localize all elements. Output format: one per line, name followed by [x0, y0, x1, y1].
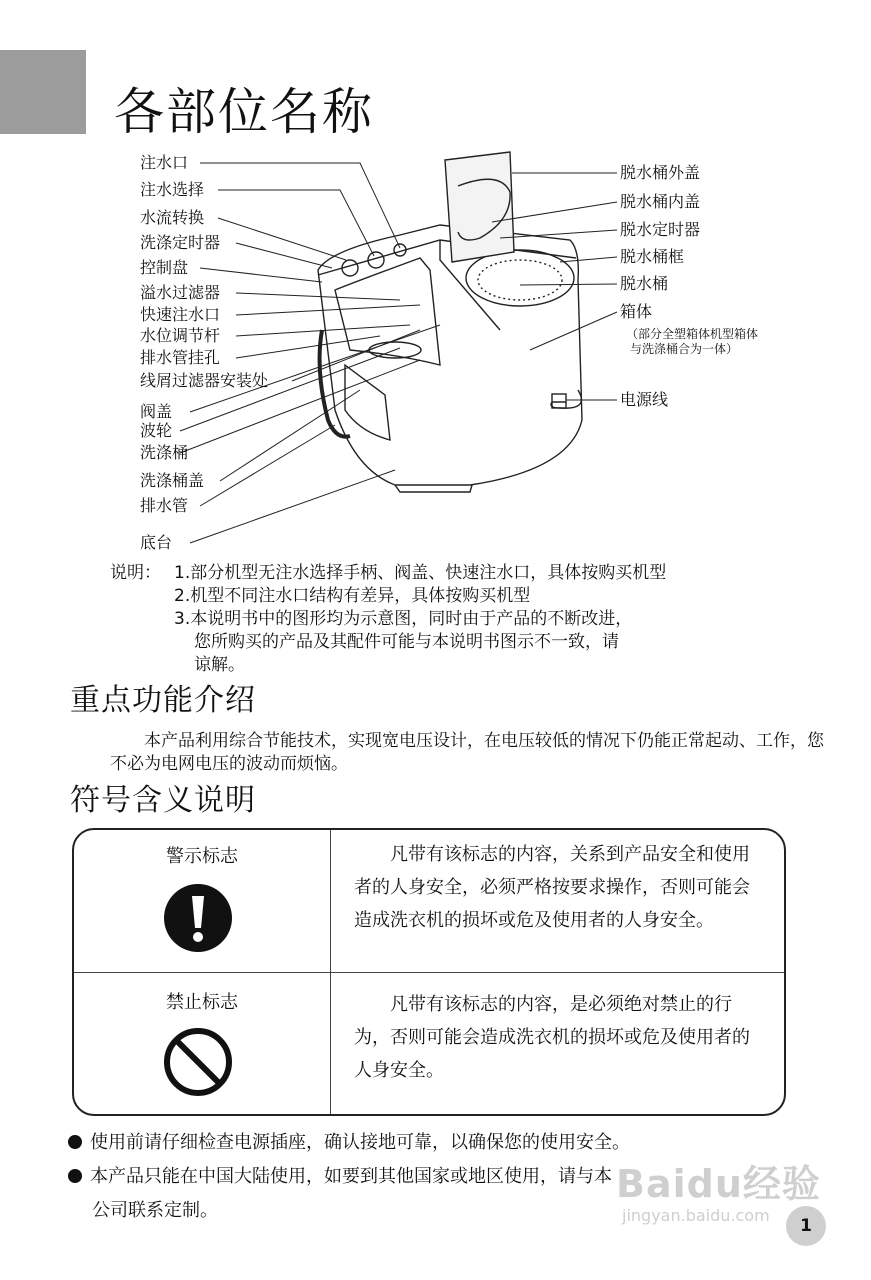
label-spin-timer: 脱水定时器 [620, 220, 701, 239]
label-hose-hook: 排水管挂孔 [140, 348, 221, 367]
prohibition-icon [162, 1026, 234, 1098]
label-power-cord: 电源线 [620, 390, 669, 409]
label-base: 底台 [140, 533, 173, 552]
label-quick-inlet: 快速注水口 [140, 305, 221, 324]
note-item-3-cont-2: 谅解。 [194, 655, 245, 675]
bullet-dot-icon [68, 1135, 82, 1149]
prohibit-sign-name: 禁止标志 [166, 992, 238, 1013]
label-water-inlet: 注水口 [140, 153, 189, 172]
label-casing-note-1: （部分全塑箱体机型箱体 [626, 327, 759, 341]
label-spin-tub: 脱水桶 [620, 274, 669, 293]
warning-sign-desc-block [354, 838, 754, 937]
warning-sign-desc: 凡带有该标志的内容，关系到产品安全和使用者的人身安全，必须严格按要求操作，否则可能会造成洗衣机的损坏或危及使用者的人身安全。 [354, 844, 750, 931]
watermark-logo: Baidu经验 [616, 1162, 821, 1206]
corner-tab [0, 50, 86, 134]
label-wash-tub: 洗涤桶 [140, 443, 189, 462]
exclamation-icon [162, 882, 234, 954]
bullet-text-2-cont: 公司联系定制。 [92, 1200, 218, 1221]
page-number: 1 [786, 1206, 826, 1246]
warning-sign-name: 警示标志 [166, 846, 238, 867]
prohibit-sign-desc: 凡带有该标志的内容，是必须绝对禁止的行为，否则可能会造成洗衣机的损坏或危及使用者的人身安全。 [354, 994, 750, 1081]
bullet-dot-icon [68, 1169, 82, 1183]
notes-prefix: 说明： [110, 563, 161, 583]
label-spin-tub-frame: 脱水桶框 [620, 247, 685, 266]
note-item-2: 2.机型不同注水口结构有差异，具体按购买机型 [174, 586, 531, 606]
bullet-text-1: 使用前请仔细检查电源插座，确认接地可靠，以确保您的使用安全。 [90, 1132, 630, 1153]
label-inlet-selector: 注水选择 [140, 180, 205, 199]
label-pulsator: 波轮 [140, 421, 173, 440]
watermark-url: jingyan.baidu.com [622, 1206, 770, 1225]
label-wash-tub-lid: 洗涤桶盖 [140, 471, 205, 490]
bullet-item [68, 1126, 630, 1160]
label-spin-outer-lid: 脱水桶外盖 [620, 163, 701, 182]
washing-machine-illustration [0, 140, 871, 560]
label-control-panel: 控制盘 [140, 258, 189, 277]
label-casing-note-2: 与洗涤桶合为一体） [630, 342, 739, 356]
symbols-heading: 符号含义说明 [70, 783, 256, 818]
note-item-3-cont-1: 您所购买的产品及其配件可能与本说明书图示不一致，请 [194, 632, 619, 652]
label-level-lever: 水位调节杆 [140, 326, 221, 345]
features-heading: 重点功能介绍 [70, 683, 256, 718]
page-title: 各部位名称 [114, 83, 374, 141]
label-spin-inner-lid: 脱水桶内盖 [620, 192, 701, 211]
prohibit-sign-desc-block [354, 988, 754, 1087]
note-item-1: 1.部分机型无注水选择手柄、阀盖、快速注水口，具体按购买机型 [174, 563, 667, 583]
washing-machine-diagram [0, 140, 871, 560]
label-overflow-filter: 溢水过滤器 [140, 283, 221, 302]
features-text: 本产品利用综合节能技术，实现宽电压设计，在电压较低的情况下仍能正常起动、工作，您不必为电网电压的波动而烦恼。 [110, 731, 824, 774]
label-drain-hose: 排水管 [140, 496, 189, 515]
label-wash-timer: 洗涤定时器 [140, 233, 221, 252]
label-flow-switch: 水流转换 [140, 208, 205, 227]
features-text-block [110, 730, 840, 776]
note-item-3: 3.本说明书中的图形均为示意图，同时由于产品的不断改进， [174, 609, 633, 629]
safety-bullets [68, 1126, 630, 1228]
label-lint-filter-mount: 线屑过滤器安装处 [140, 371, 269, 390]
bullet-item [68, 1160, 630, 1194]
label-casing: 箱体 [620, 302, 653, 321]
bullet-text-2: 本产品只能在中国大陆使用，如要到其他国家或地区使用，请与本 [90, 1166, 612, 1187]
label-valve-cover: 阀盖 [140, 402, 173, 421]
notes [110, 562, 666, 677]
symbols-table [72, 828, 786, 1116]
